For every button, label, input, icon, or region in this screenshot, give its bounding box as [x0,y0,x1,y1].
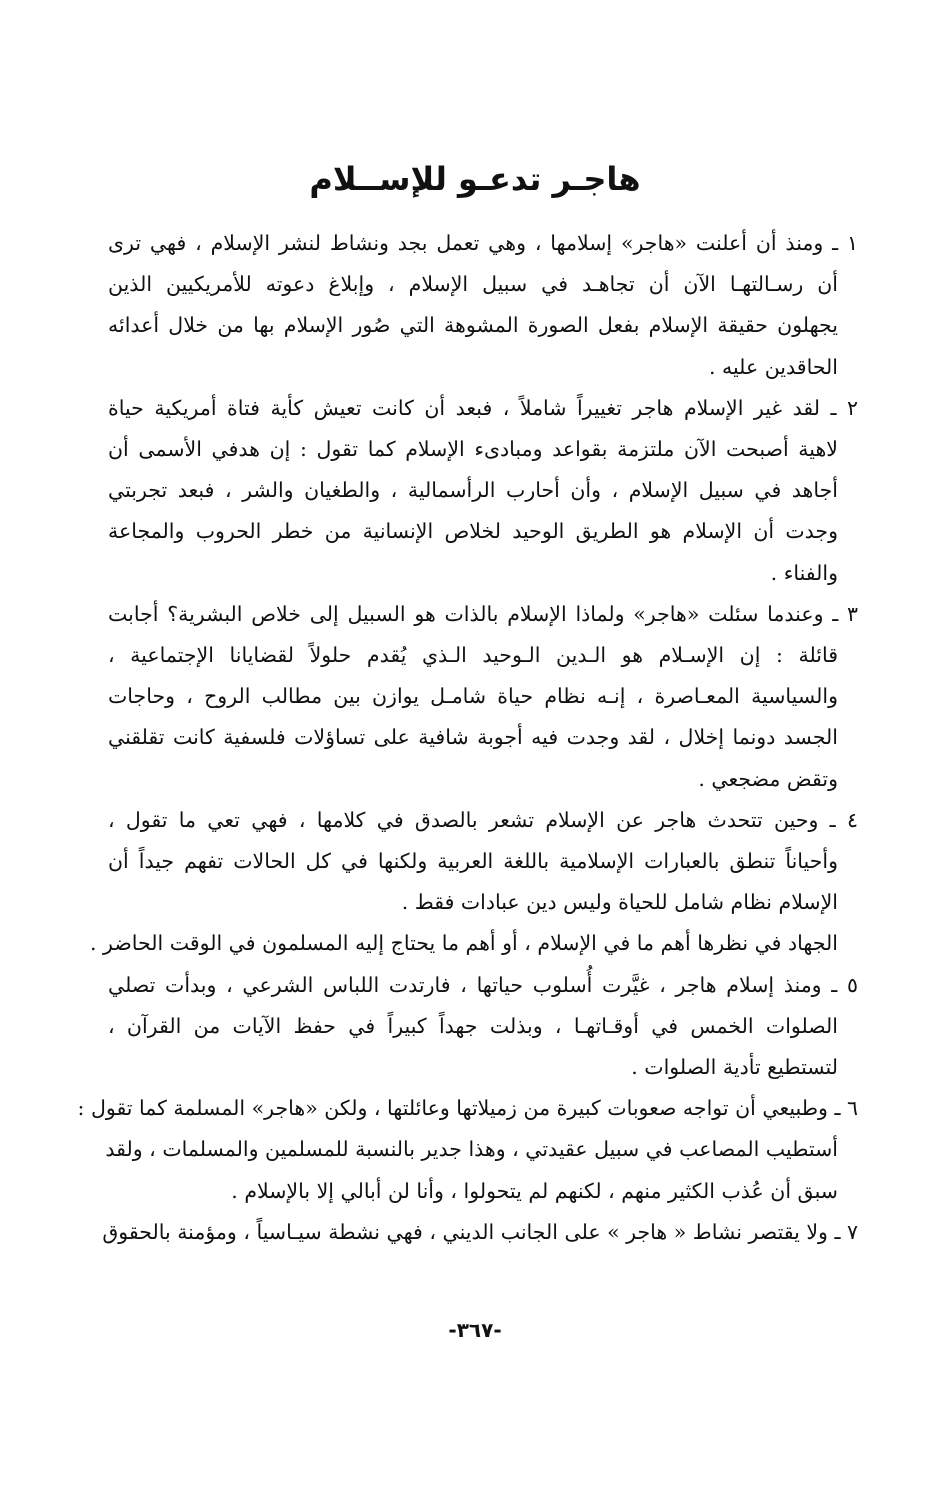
text-line: ١ ـ ومنذ أن أعلنت «هاجر» إسلامها ، وهي تعمل بجد ونشاط لنشر الإسلام ، فهي ترى [108,231,858,255]
text-line: وتقض مضجعي . [698,767,838,791]
text-line: أستطيب المصاعب في سبيل عقيدتي ، وهذا جدير بالنسبة للمسلمين والمسلمات ، ولقد [105,1137,838,1161]
text-line: أجاهد في سبيل الإسلام ، وأن أحارب الرأسمالية ، والطغيان والشر ، فبعد تجربتي [108,478,838,502]
text-line: لاهية أصبحت الآن ملتزمة بقواعد ومبادىء الإسلام كما تقول : إن هدفي الأسمى أن [108,437,838,461]
text-line: ٣ ـ وعندما سئلت «هاجر» ولماذا الإسلام بالذات هو السبيل إلى خلاص البشرية؟ أجابت [108,602,858,626]
text-line: وجدت أن الإسلام هو الطريق الوحيد لخلاص الإنسانية من خطر الحروب والمجاعة [108,519,838,543]
text-line: الحاقدين عليه . [708,355,838,379]
text-line: ٤ ـ وحين تتحدث هاجر عن الإسلام تشعر بالصدق في كلامها ، فهي تعي ما تقول ، [108,808,858,832]
text-line: لتستطيع تأدية الصلوات . [631,1055,838,1079]
text-line: الجهاد في نظرها أهم ما في الإسلام ، أو أهم ما يحتاج إليه المسلمون في الوقت الحاضر . [90,931,838,955]
text-line: أن رسـالتهـا الآن أن تجاهـد في سبيل الإسلام ، وإبلاغ دعوته للأمريكيين الذين [108,272,838,296]
text-line: يجهلون حقيقة الإسلام بفعل الصورة المشوهة التي صُور الإسلام بها من خلال أعدائه [108,313,838,337]
text-line: سبق أن عُذب الكثير منهم ، لكنهم لم يتحولوا ، وأنا لن أبالي إلا بالإسلام . [231,1179,838,1203]
page-title: هاجـر تدعـو للإســلام [309,160,641,198]
text-line: ٦ ـ وطبيعي أن تواجه صعوبات كبيرة من زميلاتها وعائلتها ، ولكن «هاجر» المسلمة كما تقول : [77,1096,858,1120]
text-line: والفناء . [770,561,838,585]
text-line: وأحياناً تنطق بالعبارات الإسلامية باللغة العربية ولكنها في كل الحالات تفهم جيداً أن [108,849,838,873]
page-number: -٣٦٧- [448,1318,502,1342]
text-line: قائلة : إن الإسـلام هو الـدين الـوحيد الـذي يُقدم حلولاً لقضايانا الإجتماعية ، [108,643,838,667]
text-line: والسياسية المعـاصرة ، إنـه نظام حياة شامـل يوازن بين مطالب الروح ، وحاجات [108,684,838,708]
text-line: ٥ ـ ومنذ إسلام هاجر ، غيَّرت أُسلوب حياتها ، فارتدت اللباس الشرعي ، وبدأت تصلي [108,973,858,997]
text-line: الصلوات الخمس في أوقـاتهـا ، وبذلت جهداً كبيراً في حفظ الآيات من القرآن ، [108,1014,838,1038]
text-line: ٧ ـ ولا يقتصر نشاط « هاجر » على الجانب الديني ، فهي نشطة سيـاسياً ، ومؤمنة بالحقوق [102,1220,858,1244]
text-line: الإسلام نظام شامل للحياة وليس دين عبادات فقط . [401,890,838,914]
text-line: الجسد دونما إخلال ، لقد وجدت فيه أجوبة شافية على تساؤلات فلسفية كانت تقلقني [108,725,838,749]
text-line: ٢ ـ لقد غير الإسلام هاجر تغييراً شاملاً ، فبعد أن كانت تعيش كأية فتاة أمريكية حياة [108,396,858,420]
